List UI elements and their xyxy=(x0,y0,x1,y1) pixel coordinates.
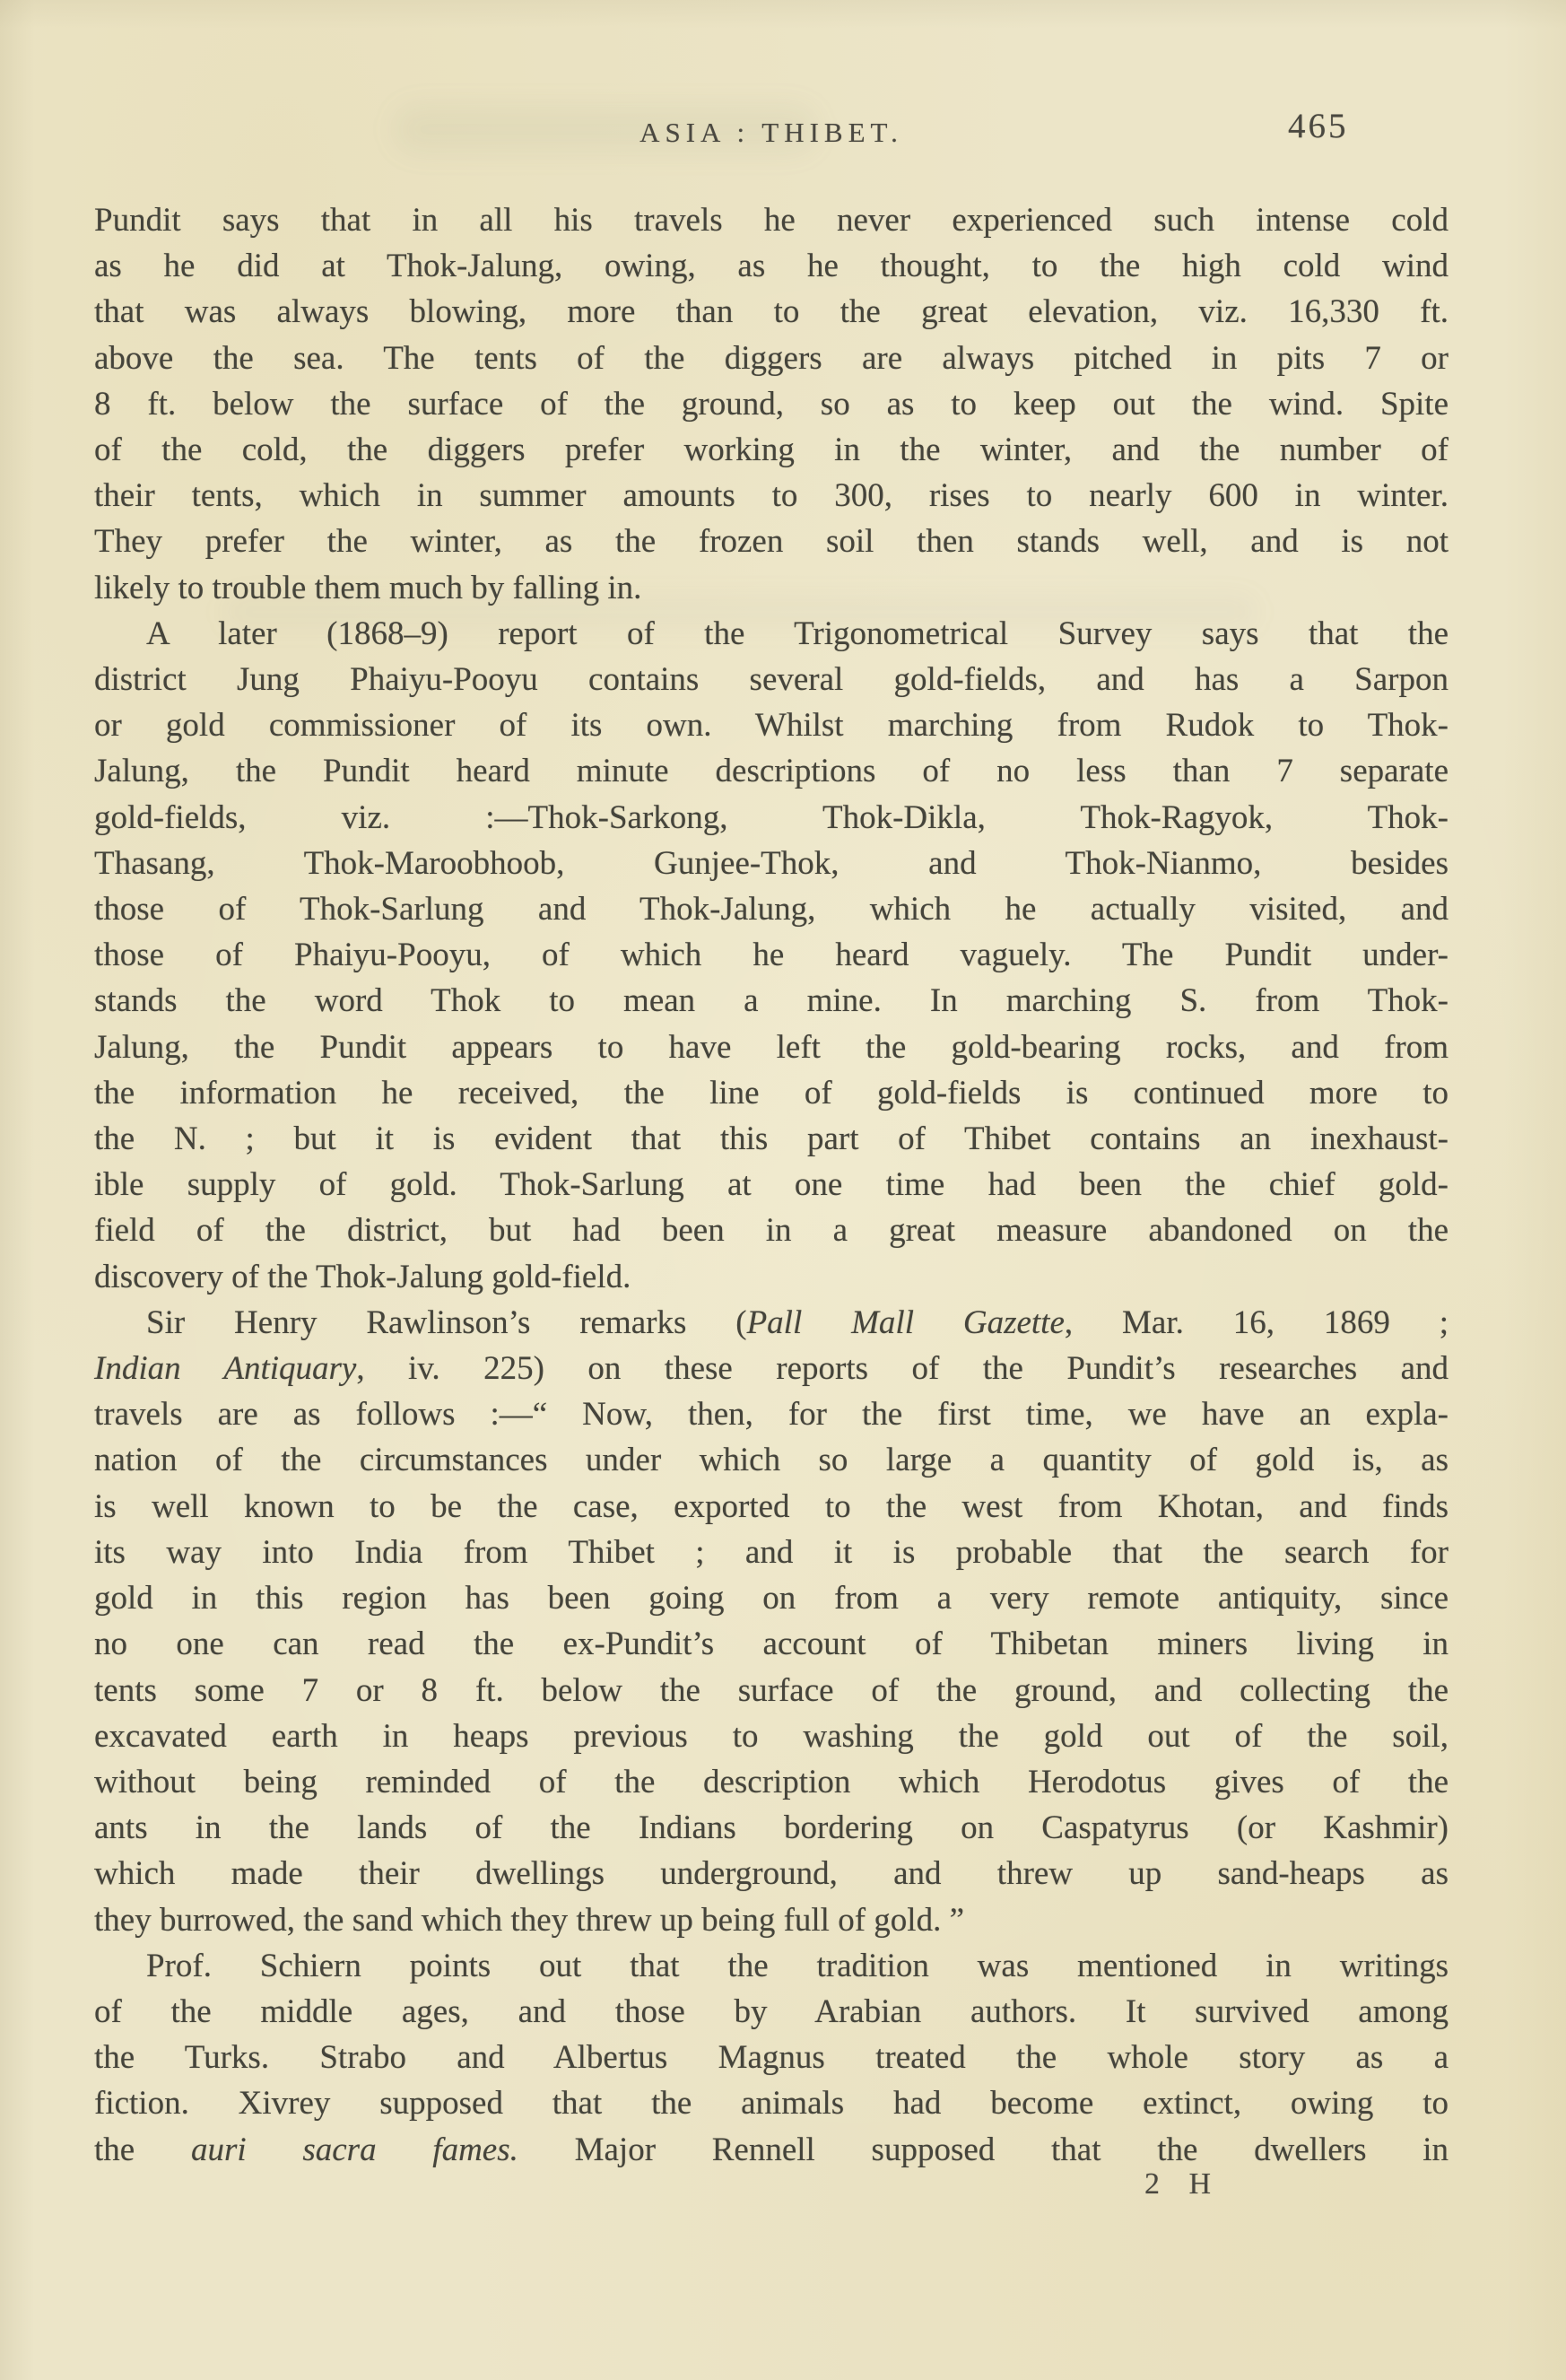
text-line: which made their dwellings underground, and threw up sand-heaps as xyxy=(94,1855,1449,1893)
text-line: nation of the circumstances under which so large a quantity of gold is, as xyxy=(94,1442,1449,1479)
text-line: excavated earth in heaps previous to washing the gold out of the soil, xyxy=(94,1717,1449,1755)
printer-signature: 2 H xyxy=(1144,2167,1222,2201)
text-line: of the cold, the diggers prefer working in the winter, and the number of xyxy=(94,432,1449,469)
text-line: discovery of the Thok-Jalung gold-field. xyxy=(94,1258,631,1295)
text-line: Jalung, the Pundit heard minute descriptions of no less than 7 separate xyxy=(94,753,1449,790)
text-line: Pundit says that in all his travels he never experienced such intense cold xyxy=(94,202,1449,239)
text-line: They prefer the winter, as the frozen soil then stands well, and is not xyxy=(94,523,1449,561)
running-head: ASIA : THIBET. xyxy=(639,117,903,148)
text-line: that was always blowing, more than to the great elevation, viz. 16,330 ft. xyxy=(94,293,1449,331)
text-line: fiction. Xivrey supposed that the animals had become extinct, owing to xyxy=(94,2085,1449,2123)
text-line: the N. ; but it is evident that this part of Thibet contains an inexhaust- xyxy=(94,1120,1449,1158)
text-line: stands the word Thok to mean a mine. In marching S. from Thok- xyxy=(94,982,1449,1020)
text-line: those of Phaiyu-Pooyu, of which he heard vaguely. The Pundit under- xyxy=(94,937,1449,974)
text-line: district Jung Phaiyu-Pooyu contains several gold-fields, and has a Sarpon xyxy=(94,661,1449,699)
text-line: ants in the lands of the Indians bordering on Caspatyrus (or Kashmir) xyxy=(94,1809,1449,1847)
text-line: Prof. Schiern points out that the tradition was mentioned in writings xyxy=(146,1947,1449,1984)
text-line: above the sea. The tents of the diggers are always pitched in pits 7 or xyxy=(94,339,1449,377)
text-line: of the middle ages, and those by Arabian authors. It survived among xyxy=(94,1992,1449,2030)
text-line: they burrowed, the sand which they threw up being full of gold. ” xyxy=(94,1901,964,1939)
text-line: as he did at Thok-Jalung, owing, as he thought, to the high cold wind xyxy=(94,248,1449,285)
text-line: the Turks. Strabo and Albertus Magnus treated the whole story as a xyxy=(94,2039,1449,2077)
text-line: ible supply of gold. Thok-Sarlung at one time had been the chief gold- xyxy=(94,1166,1449,1204)
text-line: the auri sacra fames. Major Rennell supposed that the dwellers in xyxy=(94,2131,1449,2168)
text-line: without being reminded of the description which Herodotus gives of the xyxy=(94,1763,1449,1800)
text-line: the information he received, the line of gold-fields is continued more to xyxy=(94,1074,1449,1112)
text-line: Sir Henry Rawlinson’s remarks (Pall Mall Gazette, Mar. 16, 1869 ; xyxy=(146,1303,1449,1341)
text-line: Indian Antiquary, iv. 225) on these reports of the Pundit’s researches and xyxy=(94,1350,1449,1388)
text-line: Jalung, the Pundit appears to have left the gold-bearing rocks, and from xyxy=(94,1028,1449,1066)
text-line: gold in this region has been going on from a very remote antiquity, since xyxy=(94,1580,1449,1617)
text-line: tents some 7 or 8 ft. below the surface of the ground, and collecting the xyxy=(94,1671,1449,1709)
text-line: travels are as follows :—“ Now, then, for the first time, we have an expla- xyxy=(94,1396,1449,1434)
text-line: field of the district, but had been in a great measure abandoned on the xyxy=(94,1212,1449,1250)
text-line: is well known to be the case, exported to the west from Khotan, and finds xyxy=(94,1487,1449,1525)
text-line: likely to trouble them much by falling in. xyxy=(94,569,642,606)
text-line: those of Thok-Sarlung and Thok-Jalung, which he actually visited, and xyxy=(94,891,1449,928)
text-line: gold-fields, viz. :—Thok-Sarkong, Thok-Dikla, Thok-Ragyok, Thok- xyxy=(94,798,1449,836)
text-line: 8 ft. below the surface of the ground, so as to keep out the wind. Spite xyxy=(94,385,1449,423)
text-line: A later (1868–9) report of the Trigonometrical Survey says that the xyxy=(146,615,1449,652)
text-line: its way into India from Thibet ; and it is probable that the search for xyxy=(94,1533,1449,1571)
page-number: 465 xyxy=(1288,107,1349,145)
text-line: no one can read the ex-Pundit’s account of Thibetan miners living in xyxy=(94,1626,1449,1663)
text-line: Thasang, Thok-Maroobhoob, Gunjee-Thok, and Thok-Nianmo, besides xyxy=(94,844,1449,882)
text-line: or gold commissioner of its own. Whilst marching from Rudok to Thok- xyxy=(94,707,1449,745)
text-line: their tents, which in summer amounts to 300, rises to nearly 600 in winter. xyxy=(94,477,1449,515)
page-body xyxy=(94,197,1449,2173)
